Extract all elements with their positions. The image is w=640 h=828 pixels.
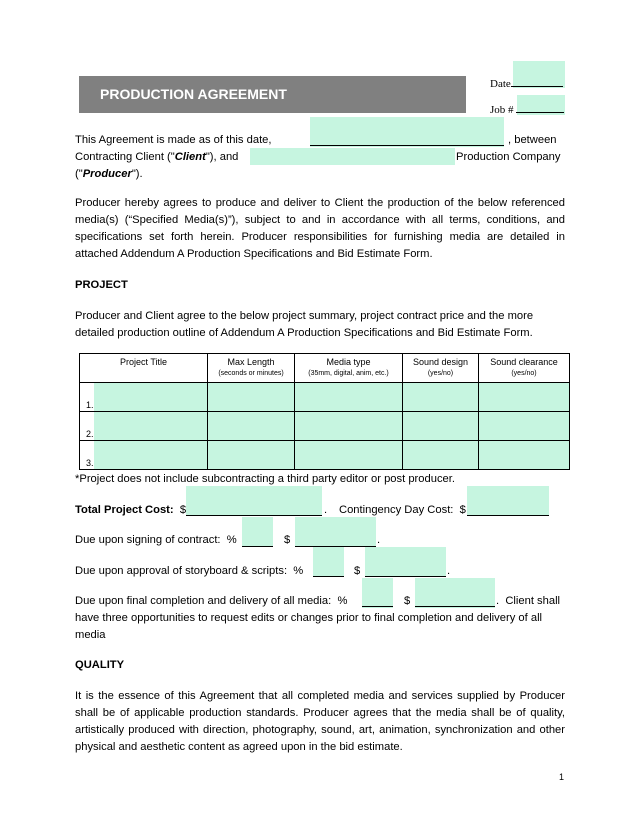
row-number: 3. xyxy=(86,458,94,468)
sound-design-cell[interactable] xyxy=(403,441,479,470)
project-title-cell[interactable] xyxy=(80,441,208,470)
intro-text-end: "). xyxy=(131,168,143,180)
col-title: Sound design xyxy=(412,357,469,367)
media-type-cell[interactable] xyxy=(295,383,403,412)
table-row xyxy=(80,412,570,441)
storyboard-amount-underline xyxy=(365,576,446,577)
col-header-max-length xyxy=(208,354,295,383)
quality-heading: QUALITY xyxy=(75,659,125,671)
intro-line-1-right xyxy=(508,132,557,149)
storyboard-line xyxy=(75,563,303,580)
agreement-date-field[interactable] xyxy=(310,117,504,147)
intro-text-producer-prefix: (" xyxy=(75,168,83,180)
row-number: 2. xyxy=(86,429,94,439)
date-line xyxy=(490,76,563,90)
sound-clearance-cell[interactable] xyxy=(479,412,570,441)
col-title: Media type xyxy=(326,357,371,367)
sound-clearance-cell[interactable] xyxy=(479,383,570,412)
contingency-cost-field[interactable] xyxy=(467,486,549,516)
table-header-row xyxy=(80,354,570,383)
col-subtitle: (yes/no) xyxy=(511,370,537,377)
row-number: 1. xyxy=(86,400,94,410)
quality-paragraph: It is the essence of this Agreement that all completed media and services supplied by Producer shall be of applicable production standards. Producer agrees that the media shall be of quality, artistically produced with direction, photography, sound, art, animation, synchronization and other physical and aesthetic content as agreed upon in the bid estimate. xyxy=(75,690,565,753)
max-length-cell[interactable] xyxy=(208,412,295,441)
col-title: Sound clearance xyxy=(490,357,558,367)
col-title: Max Length xyxy=(227,357,275,367)
col-subtitle: (35mm, digital, anim, etc.) xyxy=(308,370,389,377)
dollar-sign: $ xyxy=(354,565,361,577)
total-cost-underline xyxy=(186,515,322,516)
job-line xyxy=(490,102,564,116)
final-line-2: have three opportunities to request edits or changes prior to final completion and delivery of all xyxy=(75,612,543,624)
page-title: PRODUCTION AGREEMENT xyxy=(100,86,287,102)
intro-line-3 xyxy=(75,166,143,183)
signing-amount-field[interactable] xyxy=(295,517,376,547)
title-banner xyxy=(79,76,466,113)
final-amount-underline xyxy=(415,606,495,607)
final-percent-field[interactable] xyxy=(362,578,393,608)
storyboard-period: . xyxy=(447,565,451,577)
final-tail xyxy=(496,593,560,610)
storyboard-percent-underline xyxy=(313,576,344,577)
agreement-date-underline xyxy=(310,145,504,146)
media-type-cell[interactable] xyxy=(295,441,403,470)
client-term: Client xyxy=(174,151,206,163)
signing-period: . xyxy=(377,534,381,546)
final-period: . xyxy=(496,595,500,607)
col-subtitle: (yes/no) xyxy=(427,370,454,377)
final-label: Due upon final completion and delivery of all media: xyxy=(75,595,332,607)
signing-percent-underline xyxy=(242,546,273,547)
total-cost-label: Total Project Cost: xyxy=(75,504,174,516)
final-percent-underline xyxy=(362,606,393,607)
producer-agreement-paragraph: Producer hereby agrees to produce and deliver to Client the production of the below referenced media(s) (“Specified Media(s)”), subject to and in accordance with all terms, conditions, and specifications set forth herein. Producer responsibilities for furnishing media are detailed in attached Addendum A Production Specifications and Bid Estimate Form. xyxy=(75,197,565,260)
dollar-sign: $ xyxy=(284,534,291,546)
storyboard-label: Due upon approval of storyboard & scripts: xyxy=(75,565,288,577)
intro-text-client-prefix: Contracting Client (" xyxy=(75,151,175,163)
sound-design-cell[interactable] xyxy=(403,412,479,441)
date-label: Date xyxy=(490,78,511,90)
col-subtitle: (seconds or minutes) xyxy=(218,370,284,377)
storyboard-percent-field[interactable] xyxy=(313,547,344,577)
signing-label: Due upon signing of contract: xyxy=(75,534,221,546)
production-company-field[interactable] xyxy=(250,148,455,165)
table-footnote: *Project does not include subcontracting a third party editor or post producer. xyxy=(75,473,455,485)
contingency-underline xyxy=(467,515,549,516)
max-length-cell[interactable] xyxy=(208,383,295,412)
percent-sign: % xyxy=(293,565,304,577)
intro-text-production-company: Production Company xyxy=(456,151,561,163)
intro-line-1-left xyxy=(75,132,272,149)
intro-text-between: , between xyxy=(508,134,557,146)
final-tail-text: Client shall xyxy=(505,595,561,607)
producer-term: Producer xyxy=(82,168,132,180)
storyboard-amount-field[interactable] xyxy=(365,547,446,577)
col-title: Project Title xyxy=(119,357,168,367)
media-type-cell[interactable] xyxy=(295,412,403,441)
col-header-sound-design xyxy=(403,354,479,383)
max-length-cell[interactable] xyxy=(208,441,295,470)
page-number: 1 xyxy=(559,772,565,782)
table-row xyxy=(80,441,570,470)
dollar-sign: $ xyxy=(179,504,187,516)
percent-sign: % xyxy=(337,595,348,607)
total-cost-field[interactable] xyxy=(186,486,322,516)
col-header-sound-clearance xyxy=(479,354,570,383)
dollar-sign: $ xyxy=(459,504,466,516)
total-cost-period: . xyxy=(324,504,328,516)
dollar-sign: $ xyxy=(404,595,411,607)
percent-sign: % xyxy=(226,534,237,546)
intro-line-2 xyxy=(75,149,238,166)
sound-clearance-cell[interactable] xyxy=(479,441,570,470)
col-header-media-type xyxy=(295,354,403,383)
final-amount-field[interactable] xyxy=(415,578,495,608)
project-heading: PROJECT xyxy=(75,279,128,291)
table-row xyxy=(80,383,570,412)
intro-text-and: "), and xyxy=(205,151,239,163)
intro-line-2-right xyxy=(456,149,560,166)
final-line-3: media xyxy=(75,629,106,641)
signing-percent-field[interactable] xyxy=(242,517,273,547)
intro-text: This Agreement is made as of this date, xyxy=(75,134,272,146)
project-title-cell[interactable] xyxy=(80,412,208,441)
final-line xyxy=(75,593,347,610)
project-table xyxy=(79,353,570,470)
total-cost-line xyxy=(75,502,186,519)
project-paragraph: Producer and Client agree to the below project summary, project contract price and the more detailed production outline of Addendum A Production Specifications and Bid Estimate Form. xyxy=(75,310,534,339)
contingency-label: Contingency Day Cost: xyxy=(339,504,454,516)
signing-line xyxy=(75,532,237,549)
sound-design-cell[interactable] xyxy=(403,383,479,412)
project-title-cell[interactable] xyxy=(80,383,208,412)
col-header-project-title xyxy=(80,354,208,383)
job-label: Job # xyxy=(490,104,514,116)
